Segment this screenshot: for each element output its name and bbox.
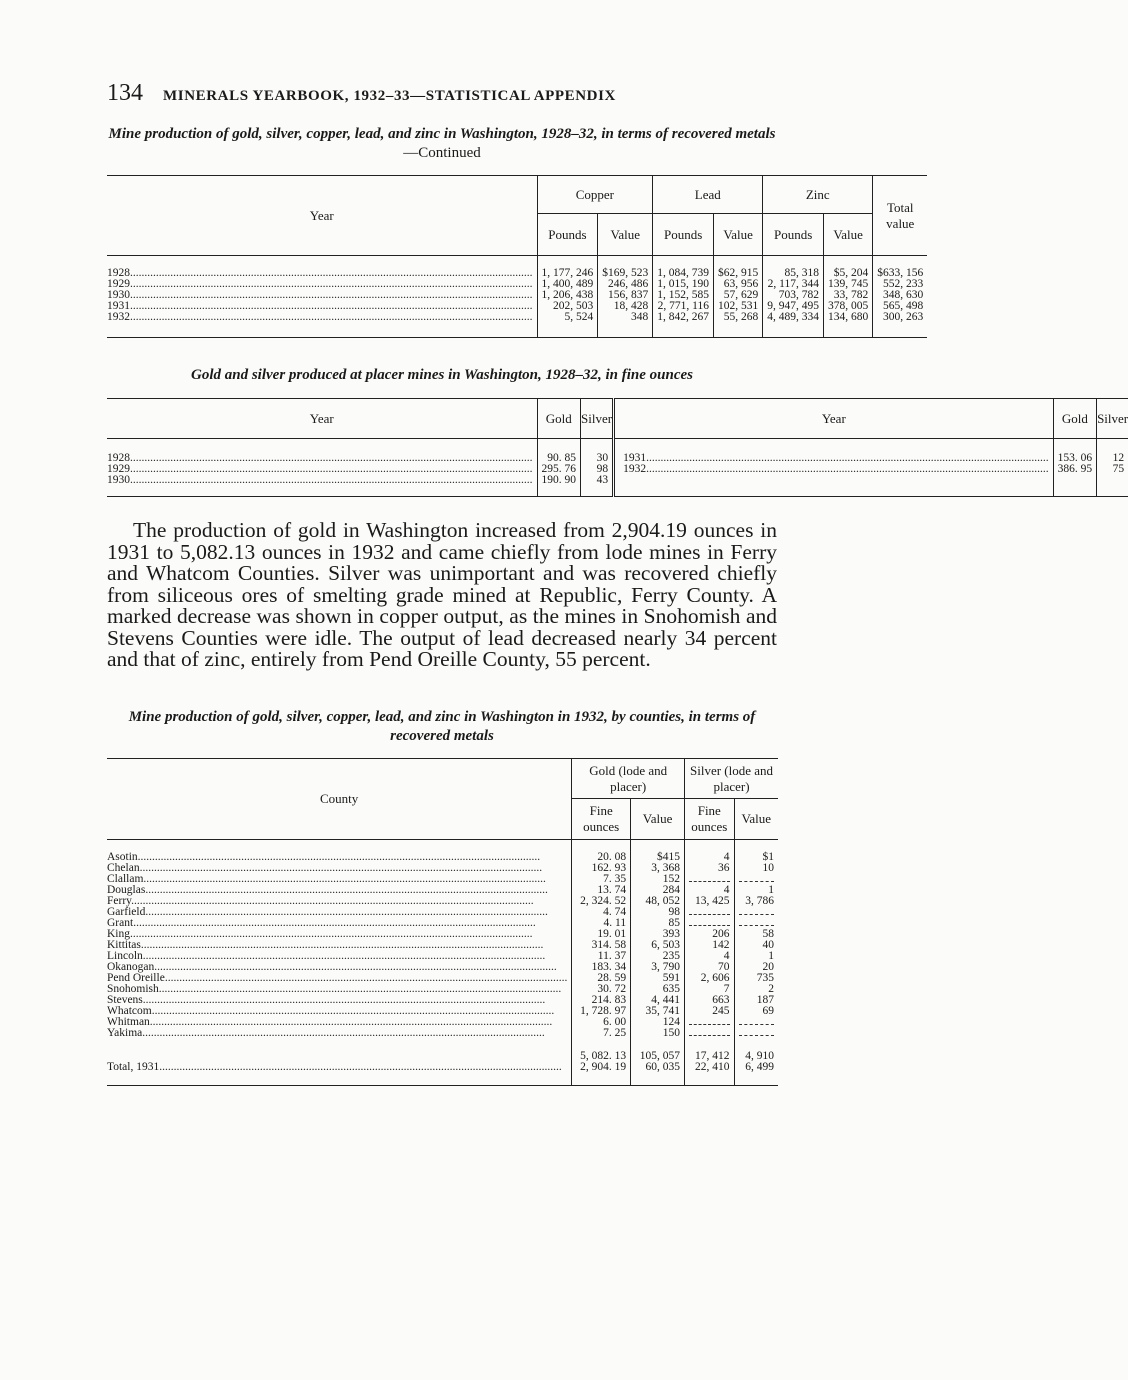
value-cell: 1, 842, 267 [653, 312, 714, 338]
stub-label: 1930 [107, 289, 130, 301]
gold-value-cell: $415 [631, 840, 685, 864]
dot-leader: ............................................................................................................................................ [131, 895, 534, 907]
dot-leader: ............................................................................................................................................ [646, 452, 1049, 464]
silver-value-cell: 40 [734, 940, 778, 951]
col-copper: Copper [537, 176, 653, 214]
gold-cell: 153. 06 [1053, 439, 1097, 465]
silver-value-cell [734, 1028, 778, 1039]
silver-ounces-cell: 142 [685, 940, 734, 951]
copper-lead-zinc-table [107, 175, 927, 338]
gold-ounces-cell: 183. 34 [572, 962, 631, 973]
value-cell: 134, 680 [824, 312, 873, 338]
gold-value-cell: 3, 790 [631, 962, 685, 973]
silver-value-cell: 20 [734, 962, 778, 973]
county-production-table [107, 758, 778, 1086]
gold-ounces-cell: 30. 72 [572, 984, 631, 995]
value-cell: 2, 117, 344 [763, 279, 824, 290]
silver-ounces-cell: 17, 412 [685, 1039, 734, 1062]
col-copper-value: Value [598, 214, 653, 256]
silver-value-cell: 1 [734, 885, 778, 896]
body-paragraph: The production of gold in Washington increased from 2,904.19 ounces in 1931 to 5,082.13 ounces in 1932 and came chiefly from lode mines in Ferry and Whatcom Counties. Silver was unimportant and was recovered chiefly from siliceous ores of smelting grade mined at Republic, Ferry County. A marked decrease was shown in copper output, as the mines in Snohomish and Stevens Counties were idle. The output of lead decreased nearly 34 percent and that of zinc, entirely from Pend Oreille County, 55 percent. [107, 518, 777, 671]
dot-leader: ............................................................................................................................................ [142, 1027, 545, 1039]
silver-value-cell: $1 [734, 840, 778, 864]
value-cell: 18, 428 [598, 301, 653, 312]
stub-label: Snohomish [107, 983, 159, 995]
silver-value-cell: 4, 910 [734, 1039, 778, 1062]
col-silver-value: Value [734, 799, 778, 840]
dot-leader: ............................................................................................................................................ [164, 972, 568, 984]
gold-ounces-cell: 2, 904. 19 [572, 1062, 631, 1086]
silver-ounces-cell: 22, 410 [685, 1062, 734, 1086]
blank-dashes [689, 1029, 729, 1036]
gold-value-cell: 3, 368 [631, 863, 685, 874]
col-gold-left: Gold [537, 399, 581, 439]
stub-label: 1931 [107, 300, 130, 312]
col-copper-pounds: Pounds [537, 214, 598, 256]
blank-dashes [689, 919, 729, 926]
running-title: MINERALS YEARBOOK, 1932–33—STATISTICAL APPENDIX [163, 88, 616, 104]
value-cell: 378, 005 [824, 301, 873, 312]
table-row [107, 312, 927, 338]
total-1931-row [107, 1062, 778, 1086]
value-cell: 300, 263 [873, 312, 928, 338]
stub-label: Yakima [107, 1027, 143, 1039]
value-cell: 565, 498 [873, 301, 928, 312]
blank-dashes [689, 875, 729, 882]
silver-ounces-cell: 36 [685, 863, 734, 874]
value-cell: $169, 523 [598, 256, 653, 280]
value-cell: 139, 745 [824, 279, 873, 290]
value-cell: $5, 204 [824, 256, 873, 280]
silver-value-cell: 6, 499 [734, 1062, 778, 1086]
silver-ounces-cell: 70 [685, 962, 734, 973]
value-cell: 348 [598, 312, 653, 338]
stub-label: Total, 1931 [107, 1061, 160, 1073]
gold-value-cell: 35, 741 [631, 1006, 685, 1017]
blank-dashes [739, 908, 774, 915]
dot-leader: ............................................................................................................................................ [133, 917, 536, 929]
dot-leader: ............................................................................................................................................ [130, 311, 533, 323]
stub-label: 1930 [107, 474, 130, 486]
silver-value-cell: 3, 786 [734, 896, 778, 907]
col-gold-value: Value [631, 799, 685, 840]
stub-label: King [107, 928, 130, 940]
stub-label: Whitman [107, 1016, 150, 1028]
gold-ounces-cell: 13. 74 [572, 885, 631, 896]
gold-value-cell: 6, 503 [631, 940, 685, 951]
silver-cell: 12 [1097, 439, 1128, 465]
stub-label: Chelan [107, 862, 140, 874]
year-cell [107, 312, 537, 338]
year-cell [614, 475, 1054, 497]
silver-cell: 75 [1097, 464, 1128, 475]
stub-label: 1929 [107, 278, 130, 290]
gold-ounces-cell: 214. 83 [572, 995, 631, 1006]
col-total-value: Total value [873, 176, 928, 256]
stub-label: 1931 [623, 452, 647, 464]
table-row [107, 256, 927, 280]
table3-caption: Mine production of gold, silver, copper, lead, and zinc in Washington in 1932, by counties, in terms of recovered metals [128, 709, 756, 744]
gold-value-cell: 48, 052 [631, 896, 685, 907]
gold-ounces-cell: 19. 01 [572, 929, 631, 940]
gold-ounces-cell: 7. 25 [572, 1028, 631, 1039]
col-silver-group: Silver (lode and placer) [685, 759, 778, 799]
total-label-cell [107, 1062, 572, 1086]
silver-value-cell: 1 [734, 951, 778, 962]
dot-leader: ............................................................................................................................................ [158, 983, 562, 995]
stub-label: Asotin [107, 851, 138, 863]
stub-label: Grant [107, 917, 134, 929]
dot-leader: ............................................................................................................................................ [130, 928, 533, 940]
col-gold-group: Gold (lode and placer) [572, 759, 685, 799]
stub-label: 1928 [107, 452, 130, 464]
dot-leader: ............................................................................................................................................ [145, 906, 548, 918]
stub-label: Pend Oreille [107, 972, 165, 984]
gold-ounces-cell: 4. 74 [572, 907, 631, 918]
stub-label: Douglas [107, 884, 146, 896]
silver-ounces-cell [685, 1028, 734, 1039]
value-cell: 57, 629 [714, 290, 763, 301]
value-cell: 9, 947, 495 [763, 301, 824, 312]
value-cell: 102, 531 [714, 301, 763, 312]
gold-ounces-cell: 6. 00 [572, 1017, 631, 1028]
value-cell: 55, 268 [714, 312, 763, 338]
value-cell: 1, 177, 246 [537, 256, 598, 280]
dot-leader: ............................................................................................................................................ [130, 289, 533, 301]
value-cell: 5, 524 [537, 312, 598, 338]
total-row [107, 1039, 778, 1062]
stub-label: Whatcom [107, 1005, 152, 1017]
blank-dashes [739, 875, 774, 882]
dot-leader: ............................................................................................................................................ [151, 1005, 555, 1017]
value-cell: 4, 489, 334 [763, 312, 824, 338]
page-header [107, 80, 747, 107]
value-cell: 1, 400, 489 [537, 279, 598, 290]
value-cell: $633, 156 [873, 256, 928, 280]
col-zinc-pounds: Pounds [763, 214, 824, 256]
silver-value-cell: 187 [734, 995, 778, 1006]
gold-value-cell: 635 [631, 984, 685, 995]
dot-leader: ............................................................................................................................................ [130, 300, 533, 312]
value-cell: 703, 782 [763, 290, 824, 301]
value-cell: 156, 837 [598, 290, 653, 301]
year-cell [107, 439, 537, 465]
gold-ounces-cell: 1, 728. 97 [572, 1006, 631, 1017]
gold-value-cell: 284 [631, 885, 685, 896]
col-gold-fine-ounces: Fine ounces [572, 799, 631, 840]
silver-ounces-cell: 4 [685, 885, 734, 896]
gold-ounces-cell: 4. 11 [572, 918, 631, 929]
silver-value-cell: 69 [734, 1006, 778, 1017]
value-cell: $62, 915 [714, 256, 763, 280]
silver-value-cell: 2 [734, 984, 778, 995]
dot-leader: ............................................................................................................................................ [142, 950, 546, 962]
table1-caption: Mine production of gold, silver, copper, lead, and zinc in Washington, 1928–32, in terms of recovered metals—Continued [108, 126, 776, 161]
gold-ounces-cell: 7. 35 [572, 874, 631, 885]
blank-dashes [739, 1018, 774, 1025]
dot-leader: ............................................................................................................................................ [154, 961, 557, 973]
silver-cell: 30 [581, 439, 614, 465]
silver-ounces-cell: 206 [685, 929, 734, 940]
gold-value-cell: 591 [631, 973, 685, 984]
col-year: Year [107, 176, 537, 256]
value-cell: 202, 503 [537, 301, 598, 312]
gold-ounces-cell: 314. 58 [572, 940, 631, 951]
col-zinc: Zinc [763, 176, 873, 214]
gold-ounces-cell: 2, 324. 52 [572, 896, 631, 907]
table-row [107, 439, 1128, 465]
silver-ounces-cell: 4 [685, 951, 734, 962]
col-gold-right: Gold [1053, 399, 1097, 439]
gold-value-cell: 152 [631, 874, 685, 885]
dot-leader: ............................................................................................................................................ [646, 463, 1049, 475]
gold-value-cell: 105, 057 [631, 1039, 685, 1062]
stub-label: Ferry [107, 895, 132, 907]
silver-value-cell: 735 [734, 973, 778, 984]
col-lead: Lead [653, 176, 763, 214]
gold-cell: 90. 85 [537, 439, 581, 465]
dot-leader: ............................................................................................................................................ [137, 851, 541, 863]
silver-ounces-cell: 663 [685, 995, 734, 1006]
col-silver-fine-ounces: Fine ounces [685, 799, 734, 840]
silver-value-cell: 10 [734, 863, 778, 874]
stub-label: 1932 [107, 311, 130, 323]
year-cell [614, 439, 1054, 465]
gold-value-cell: 60, 035 [631, 1062, 685, 1086]
dot-leader: ............................................................................................................................................ [130, 278, 533, 290]
stub-label: Garfield [107, 906, 146, 918]
table-row [107, 840, 778, 864]
dot-leader: ............................................................................................................................................ [130, 267, 533, 279]
stub-label: Stevens [107, 994, 143, 1006]
blank-dashes [689, 1018, 729, 1025]
col-silver-right: Silver [1097, 399, 1128, 439]
stub-label: Clallam [107, 873, 144, 885]
value-cell: 1, 015, 190 [653, 279, 714, 290]
silver-value-cell [734, 907, 778, 918]
year-cell [107, 475, 537, 497]
gold-value-cell: 85 [631, 918, 685, 929]
col-county: County [107, 759, 572, 840]
blank-dashes [739, 919, 774, 926]
stub-label: 1929 [107, 463, 130, 475]
dot-leader: ............................................................................................................................................ [143, 873, 546, 885]
county-cell [107, 840, 572, 864]
value-cell: 552, 233 [873, 279, 928, 290]
silver-value-cell [734, 1017, 778, 1028]
silver-ounces-cell: 245 [685, 1006, 734, 1017]
value-cell: 2, 771, 116 [653, 301, 714, 312]
gold-ounces-cell: 20. 08 [572, 840, 631, 864]
dot-leader: ............................................................................................................................................ [130, 463, 533, 475]
col-silver-left: Silver [581, 399, 614, 439]
silver-ounces-cell: 4 [685, 840, 734, 864]
dot-leader: ............................................................................................................................................ [149, 1016, 553, 1028]
gold-ounces-cell: 5, 082. 13 [572, 1039, 631, 1062]
gold-value-cell: 124 [631, 1017, 685, 1028]
silver-ounces-cell: 2, 606 [685, 973, 734, 984]
dot-leader: ............................................................................................................................................ [159, 1061, 562, 1073]
value-cell: 1, 084, 739 [653, 256, 714, 280]
empty-cell [1053, 475, 1097, 497]
page-number: 134 [107, 80, 143, 106]
silver-ounces-cell: 13, 425 [685, 896, 734, 907]
year-cell [614, 464, 1054, 475]
col-lead-value: Value [714, 214, 763, 256]
value-cell: 63, 956 [714, 279, 763, 290]
stub-label: 1928 [107, 267, 130, 279]
gold-cell: 295. 76 [537, 464, 581, 475]
gold-value-cell: 393 [631, 929, 685, 940]
silver-value-cell: 58 [734, 929, 778, 940]
gold-ounces-cell: 11. 37 [572, 951, 631, 962]
gold-ounces-cell: 162. 93 [572, 863, 631, 874]
stub-label: Okanogan [107, 961, 155, 973]
stub-label: Lincoln [107, 950, 143, 962]
table-row [107, 475, 1128, 497]
value-cell: 33, 782 [824, 290, 873, 301]
silver-cell: 43 [581, 475, 614, 497]
empty-cell [107, 1039, 572, 1062]
gold-value-cell: 4, 441 [631, 995, 685, 1006]
silver-ounces-cell [685, 907, 734, 918]
value-cell: 348, 630 [873, 290, 928, 301]
dot-leader: ............................................................................................................................................ [139, 862, 543, 874]
gold-ounces-cell: 28. 59 [572, 973, 631, 984]
dot-leader: ............................................................................................................................................ [142, 994, 546, 1006]
value-cell: 1, 206, 438 [537, 290, 598, 301]
gold-value-cell: 98 [631, 907, 685, 918]
placer-gold-silver-table [107, 398, 1128, 497]
gold-value-cell: 235 [631, 951, 685, 962]
value-cell: 246, 486 [598, 279, 653, 290]
value-cell: 85, 318 [763, 256, 824, 280]
empty-cell [1097, 475, 1128, 497]
table2-caption: Gold and silver produced at placer mines in Washington, 1928–32, in fine ounces [191, 367, 693, 383]
year-cell [107, 256, 537, 280]
stub-label: 1932 [623, 463, 647, 475]
county-cell [107, 1028, 572, 1039]
gold-value-cell: 150 [631, 1028, 685, 1039]
stub-label: Kittitas [107, 939, 141, 951]
dot-leader: ............................................................................................................................................ [130, 452, 533, 464]
col-zinc-value: Value [824, 214, 873, 256]
table-row [107, 1028, 778, 1039]
gold-cell: 386. 95 [1053, 464, 1097, 475]
blank-dashes [739, 1029, 774, 1036]
dot-leader: ............................................................................................................................................ [130, 474, 533, 486]
gold-cell: 190. 90 [537, 475, 581, 497]
col-year-right: Year [614, 399, 1054, 439]
col-year-left: Year [107, 399, 537, 439]
silver-ounces-cell [685, 1017, 734, 1028]
value-cell: 1, 152, 585 [653, 290, 714, 301]
blank-dashes [689, 908, 729, 915]
silver-cell: 98 [581, 464, 614, 475]
dot-leader: ............................................................................................................................................ [140, 939, 544, 951]
dot-leader: ............................................................................................................................................ [145, 884, 548, 896]
col-lead-pounds: Pounds [653, 214, 714, 256]
silver-ounces-cell: 7 [685, 984, 734, 995]
